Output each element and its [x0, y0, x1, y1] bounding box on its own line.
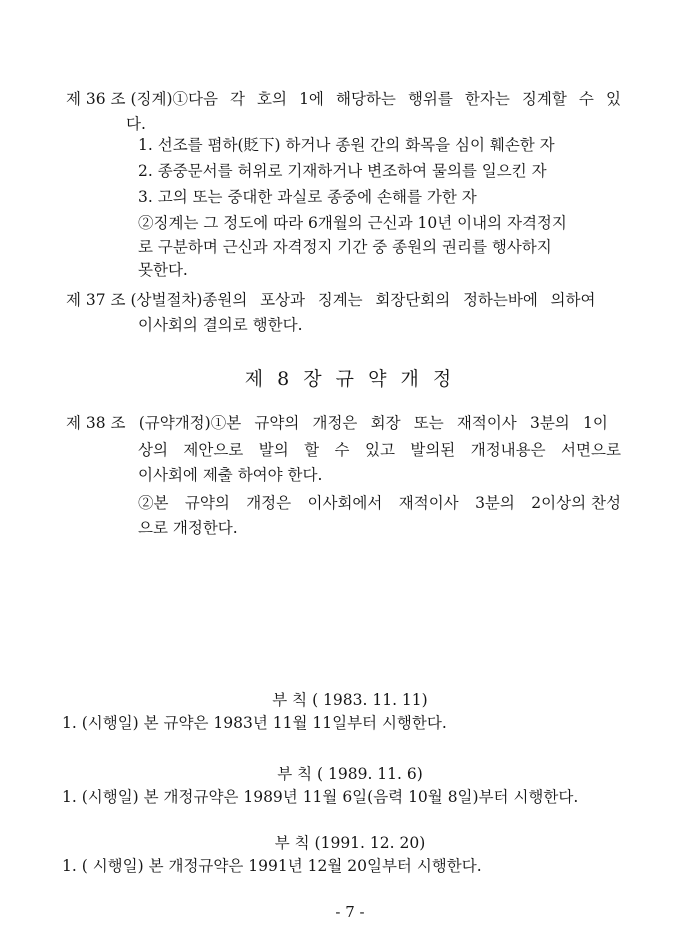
addendum-1991-text: 1. ( 시행일) 본 개정규약은 1991년 12월 20일부터 시행한다. [62, 857, 482, 875]
article-38-line-1: 제 38 조 (규약개정)①본 규약의 개정은 회장 또는 재적이사 3분의 1이 [66, 414, 608, 432]
page-number: - 7 - [335, 903, 365, 921]
article-36-para-2-line-2: 로 구분하며 근신과 자격정지 기간 중 종원의 권리를 행사하지 [138, 238, 552, 256]
article-36-item-1: 1. 선조를 폄하(貶下) 하거나 종원 간의 화목을 심이 훼손한 자 [138, 136, 555, 154]
article-38-line-3: 이사회에 제출 하여야 한다. [138, 466, 323, 484]
article-38-para-2-line-2: 으로 개정한다. [138, 519, 238, 537]
article-36-item-2: 2. 종중문서를 허위로 기재하거나 변조하여 물의를 일으킨 자 [138, 162, 547, 180]
article-36-item-3: 3. 고의 또는 중대한 과실로 종중에 손해를 가한 자 [138, 188, 477, 206]
addendum-1989-text: 1. (시행일) 본 개정규약은 1989년 11월 6일(음력 10월 8일)부터 시행한다. [62, 788, 579, 806]
addendum-1991-heading: 부 칙 (1991. 12. 20) [274, 834, 426, 852]
article-37-line-1: 제 37 조 (상벌절차)종원의 포상과 징계는 회장단회의 정하는바에 의하여 [66, 291, 596, 309]
chapter-heading: 제 8 장 규 약 개 정 [244, 368, 456, 390]
addendum-1983-text: 1. (시행일) 본 규약은 1983년 11월 11일부터 시행한다. [62, 714, 447, 732]
article-36-para-2-line-1: ②징계는 그 정도에 따라 6개월의 근신과 10년 이내의 자격정지 [138, 214, 567, 232]
article-36-line-1: 제 36 조 (징계)①다음 각 호의 1에 해당하는 행위를 한자는 징계할 수 있 [66, 90, 621, 108]
addendum-1983-heading: 부 칙 ( 1983. 11. 11) [272, 691, 428, 709]
article-36-para-2-line-3: 못한다. [138, 261, 188, 279]
addendum-1989-heading: 부 칙 ( 1989. 11. 6) [277, 765, 423, 783]
article-37-line-2: 이사회의 결의로 행한다. [138, 316, 303, 334]
article-36-line-2: 다. [126, 115, 146, 133]
article-38-line-2: 상의 제안으로 발의 할 수 있고 발의된 개정내용은 서면으로 [138, 441, 621, 459]
article-38-para-2-line-1: ②본 규약의 개정은 이사회에서 재적이사 3분의 2이상의 찬성 [138, 494, 621, 512]
